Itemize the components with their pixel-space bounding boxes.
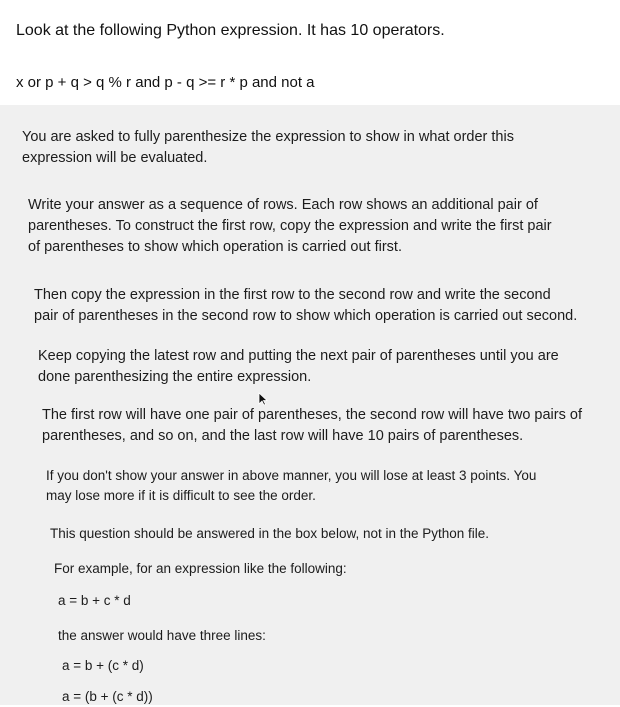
text-line: pair of parentheses in the second row to show which operation is carried out second. (34, 308, 578, 324)
instruction-paragraph-6 (46, 466, 620, 506)
mouse-cursor-icon (258, 392, 268, 406)
example-expression: a = b + c * d (58, 593, 131, 608)
text-line: If you don't show your answer in above manner, you will lose at least 3 points. You (46, 468, 537, 483)
question-title: Look at the following Python expression. It has 10 operators. (16, 22, 445, 39)
text-line: The first row will have one pair of parentheses, the second row will have two pairs of (42, 407, 582, 423)
instruction-paragraph-8: For example, for an expression like the following: (54, 561, 347, 576)
text-line: expression will be evaluated. (22, 150, 208, 166)
text-line: You are asked to fully parenthesize the expression to show in what order this (22, 129, 514, 145)
text-line: parentheses, and so on, and the last row will have 10 pairs of parentheses. (42, 428, 524, 444)
example-answer-line-1: a = b + (c * d) (62, 658, 144, 673)
question-expression: x or p + q > q % r and p - q >= r * p and not a (16, 74, 315, 91)
text-line: may lose more if it is difficult to see the order. (46, 488, 316, 503)
instruction-paragraph-1 (22, 127, 602, 169)
instruction-paragraph-10: the answer would have three lines: (58, 628, 266, 643)
text-line: parentheses. To construct the first row, copy the expression and write the first pair (28, 218, 552, 234)
text-line: Keep copying the latest row and putting the next pair of parentheses until you are (38, 348, 559, 364)
text-line: of parentheses to show which operation is carried out first. (28, 239, 402, 255)
instruction-paragraph-4 (38, 346, 618, 388)
text-line: Write your answer as a sequence of rows. Each row shows an additional pair of (28, 197, 538, 213)
instruction-paragraph-5 (42, 405, 620, 447)
instruction-paragraph-3 (34, 285, 614, 327)
text-line: done parenthesizing the entire expression. (38, 369, 312, 385)
instruction-paragraph-7: This question should be answered in the box below, not in the Python file. (50, 526, 490, 541)
example-answer-line-2: a = (b + (c * d)) (62, 689, 153, 704)
instruction-paragraph-2 (28, 195, 608, 258)
text-line: Then copy the expression in the first row to the second row and write the second (34, 287, 551, 303)
